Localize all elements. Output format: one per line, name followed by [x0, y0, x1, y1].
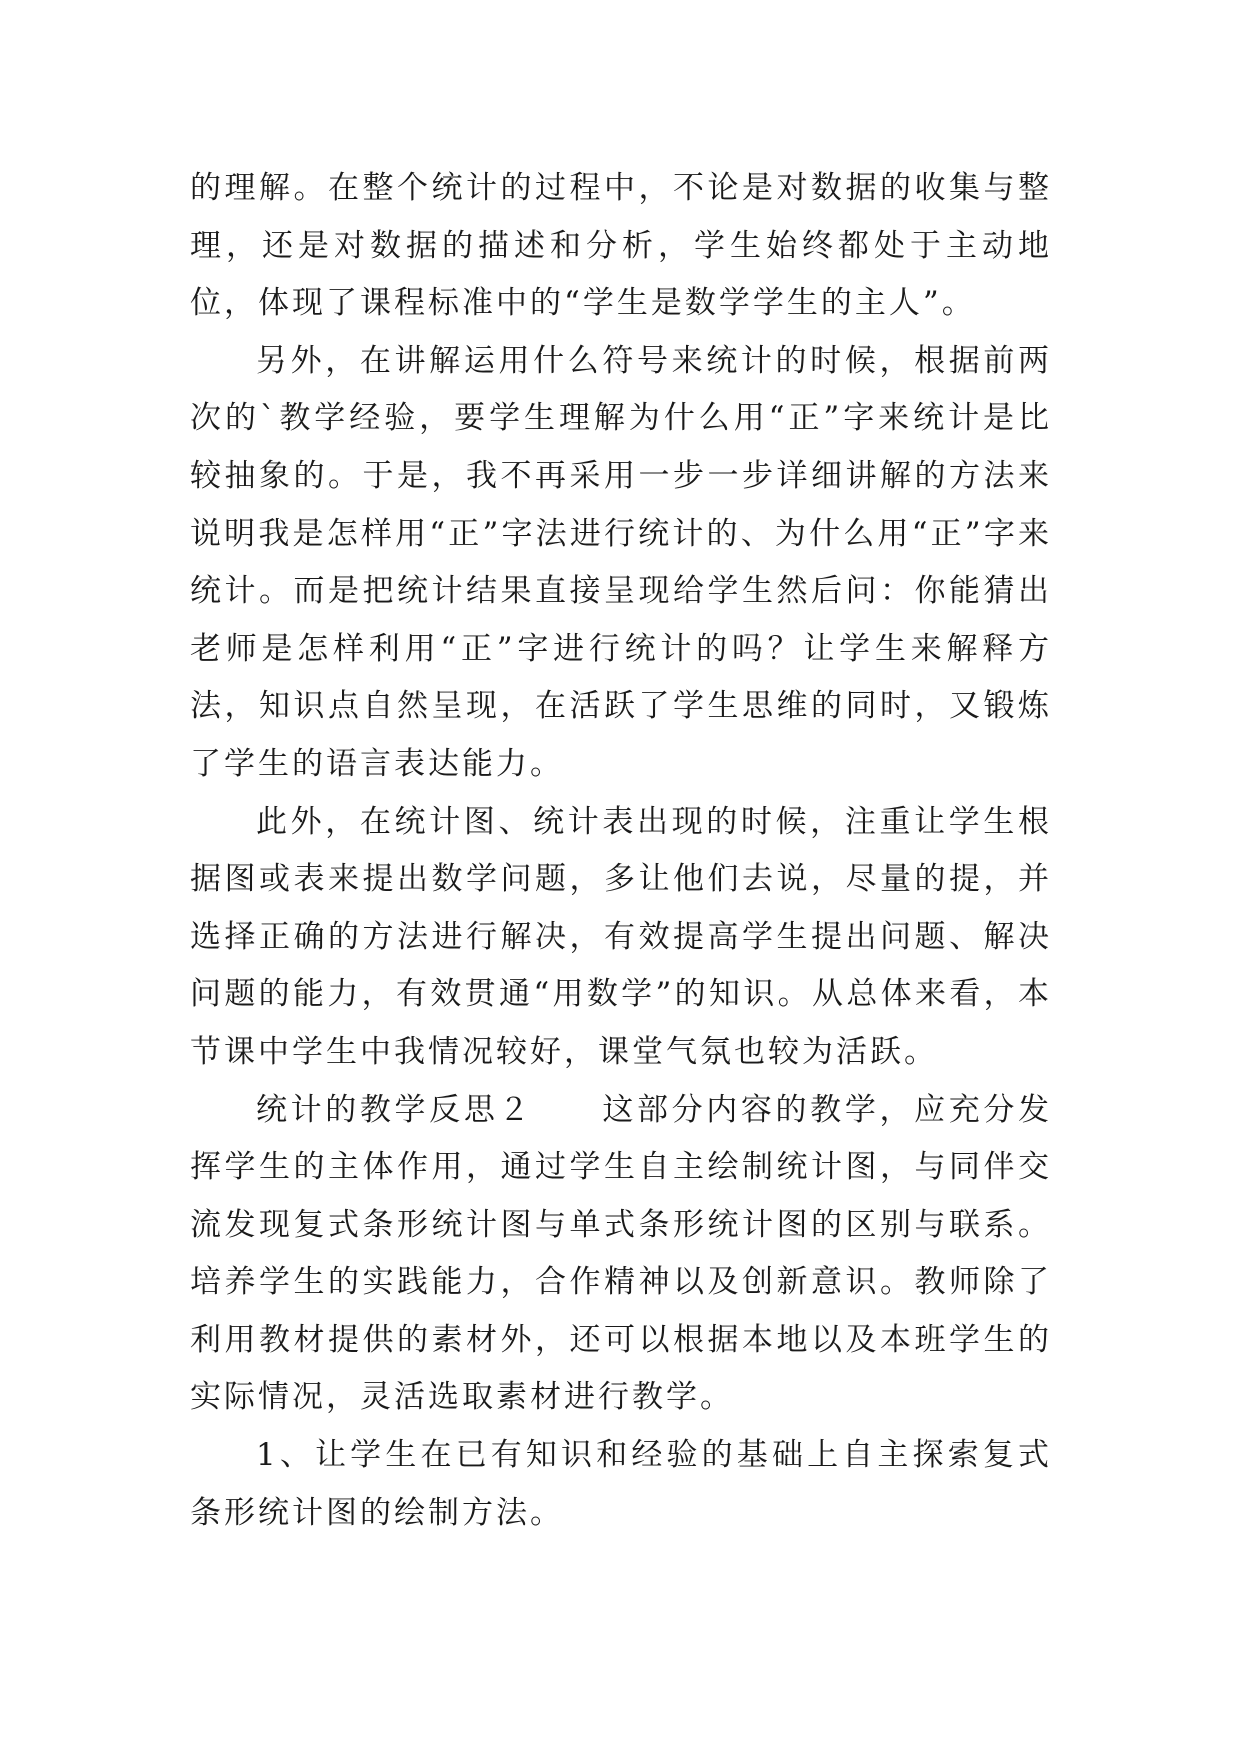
paragraph-1: 的理解。在整个统计的过程中，不论是对数据的收集与整理，还是对数据的描述和分析，学生始终都处于主动地位，体现了课程标准中的“学生是数学学生的主人”。 — [190, 170, 1052, 322]
paragraph-5: 1、让学生在已有知识和经验的基础上自主探索复式条形统计图的绘制方法。 — [190, 1437, 1052, 1531]
paragraph-4: 统计的教学反思２ 这部分内容的教学，应充分发挥学生的主体作用，通过学生自主绘制统计图，与同伴交流发现复式条形统计图与单式条形统计图的区别与联系。培养学生的实践能力，合作精神以及创新意识。教师除了利用教材提供的素材外，还可以根据本地以及本班学生的实际情况，灵活选取素材进行教学。 — [190, 1091, 1052, 1416]
document-body — [190, 160, 1052, 1542]
paragraph-3: 此外，在统计图、统计表出现的时候，注重让学生根据图或表来提出数学问题，多让他们去说，尽量的提，并选择正确的方法进行解决，有效提高学生提出问题、解决问题的能力，有效贯通“用数学”的知识。从总体来看，本节课中学生中我情况较好，课堂气氛也较为活跃。 — [190, 803, 1052, 1070]
paragraph-2: 另外，在讲解运用什么符号来统计的时候，根据前两次的`教学经验，要学生理解为什么用“正”字来统计是比较抽象的。于是，我不再采用一步一步详细讲解的方法来说明我是怎样用“正”字法进行统计的、为什么用“正”字来统计。而是把统计结果直接呈现给学生然后问：你能猜出老师是怎样利用“正”字进行统计的吗？让学生来解释方法，知识点自然呈现，在活跃了学生思维的同时，又锻炼了学生的语言表达能力。 — [190, 342, 1052, 782]
